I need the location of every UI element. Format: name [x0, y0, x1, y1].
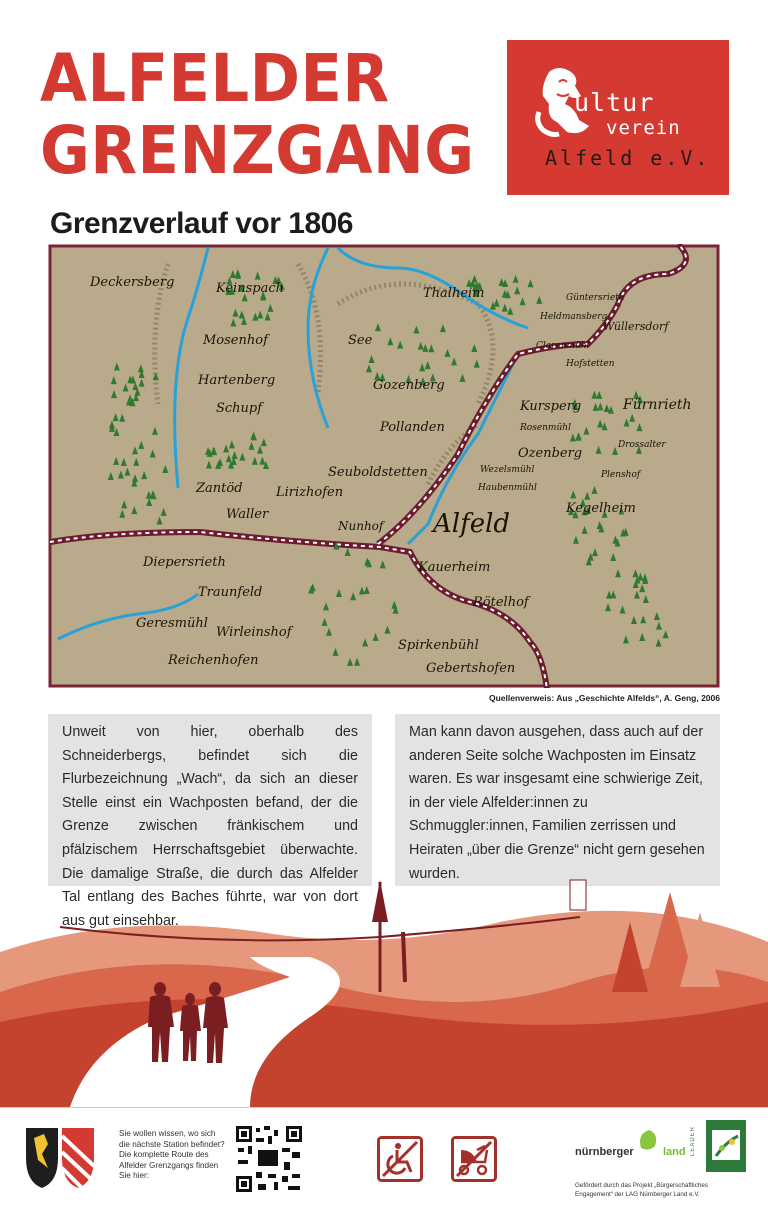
map-place-label: Waller [226, 507, 269, 522]
map-place-label: Thalheim [423, 286, 485, 301]
landscape-illustration [0, 872, 768, 1107]
map-place-label: Güntersrieth [566, 293, 625, 303]
map-place-label: Seuboldstetten [328, 465, 428, 480]
map-place-label: Pollanden [380, 420, 445, 435]
map-place-label: Lirizhofen [276, 485, 344, 500]
title-line-2: GRENZGANG [40, 112, 475, 189]
nuernberger-land-logo [575, 1134, 685, 1164]
info-text-right: Man kann davon ausgehen, dass auch auf der anderen Seite solche Wachposten im Einsatz waren. Es war insgesamt eine schwierige Zeit, in der viele Alfelder:innen zu Schmuggler:innen, Familien zerrissen und Heiraten „über die Grenze“ nicht gern gesehen wurden. [395, 714, 720, 886]
map-place-label: Alfeld [433, 509, 511, 539]
title-line-1: ALFELDER [40, 40, 390, 117]
map-place-label: Ozenberg [518, 446, 583, 461]
map-place-label: Diepersrieth [143, 555, 226, 570]
map-place-label: Kegelheim [566, 501, 636, 516]
map-place-label: Spirkenbühl [398, 638, 479, 653]
map-place-label: Deckersberg [90, 275, 175, 290]
logo-text-alfeld: Alfeld e.V. [545, 146, 711, 170]
map-place-label: Haubenmühl [478, 483, 537, 493]
map-place-label: Keinspach [216, 281, 284, 296]
no-stroller-icon [451, 1136, 497, 1182]
map-source-note: Quellenverweis: Aus „Geschichte Alfelds“, A. Geng, 2006 [489, 693, 720, 703]
map-place-label: Reichenhofen [168, 653, 259, 668]
coat-of-arms-icon [20, 1124, 100, 1196]
leader-logo-icon [700, 1120, 746, 1176]
map-place-label: Drossalter [618, 440, 666, 450]
historic-border-map [48, 244, 720, 688]
map-place-label: Plenshof [601, 470, 641, 480]
info-text-left: Unweit von hier, oberhalb des Schneiderbergs, befindet sich die Flurbezeichnung „Wach“, da sich an dieser Stelle einst ein Wachposten befand, der die Grenze zwischen fränkischem und pfälzischem Herrschaftsgebiet überwachte. Die damalige Straße, die durch das Alfelder Tal entlang des Baches führte, war von dort aus gut einsehbar. [48, 714, 372, 886]
map-place-label: Zantöd [196, 481, 243, 496]
station-hint: Sie wollen wissen, wo sich die nächste Station befindet? Die komplette Route des Alfelder Grenzgangs finden Sie hier: [119, 1129, 225, 1180]
subtitle: Grenzverlauf vor 1806 [50, 207, 353, 240]
map-place-label: Rötelhof [473, 595, 529, 610]
map-place-label: See [348, 333, 373, 348]
map-place-label: Wirleinshof [216, 625, 292, 640]
logo-text-verein: verein [606, 117, 681, 139]
map-place-label: Mosenhof [203, 333, 268, 348]
no-wheelchair-icon [377, 1136, 423, 1182]
nl-brand-b: land [663, 1146, 686, 1158]
map-place-label: Heldmansberg [540, 312, 608, 322]
map-place-label: Schupf [216, 401, 263, 416]
map-place-label: Clarenmühl [536, 341, 590, 351]
logo-text-kultur: ultur [574, 88, 655, 117]
map-place-label: Hartenberg [198, 373, 276, 388]
map-place-label: Geresmühl [136, 616, 208, 631]
map-place-label: Kauerheim [418, 560, 491, 575]
map-place-label: Wüllersdorf [603, 320, 669, 333]
map-place-label: Wezelsmühl [480, 465, 535, 475]
leader-vertical-text: LEADER [690, 1126, 696, 1157]
map-place-label: Nunhof [338, 519, 384, 533]
map-place-label: Kursperg [520, 399, 582, 414]
funding-note: Gefördert durch das Projekt „Bürgerschaftliches Engagement“ der LAG Nürnberger Land e.V. [575, 1182, 708, 1198]
map-place-label: Hofstetten [566, 359, 615, 369]
map-place-label: Rosenmühl [520, 423, 571, 433]
map-place-label: Traunfeld [198, 585, 263, 600]
map-place-label: Gozenberg [373, 378, 445, 393]
map-place-label: Gebertshofen [426, 661, 516, 676]
map-place-label: Fürnrieth [623, 397, 692, 413]
nl-brand-a: nürnberger [575, 1146, 634, 1158]
qr-code-icon[interactable] [234, 1124, 304, 1194]
